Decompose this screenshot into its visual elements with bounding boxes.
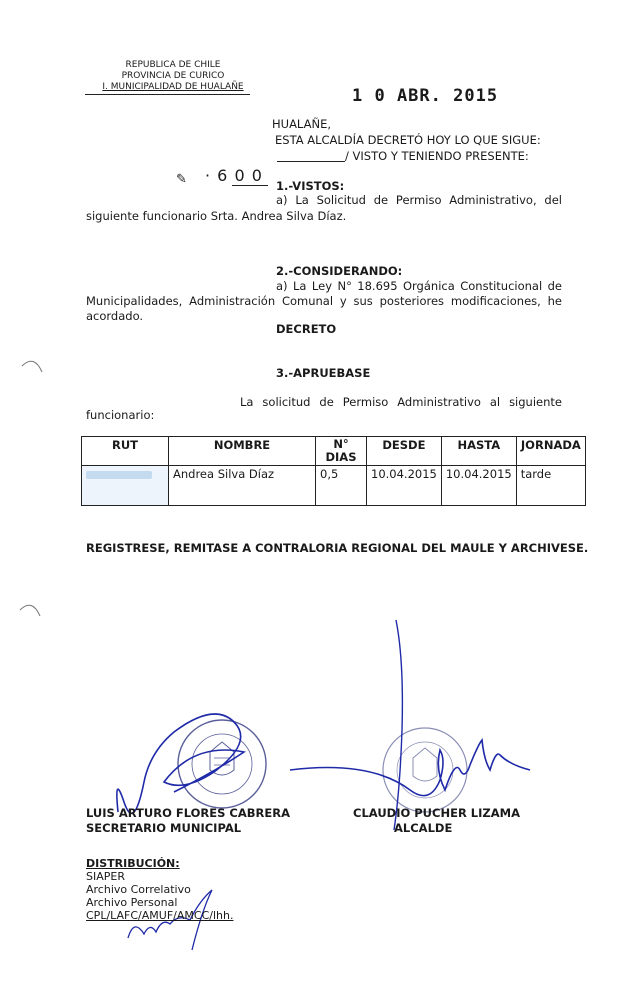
vistos-text-a: a) La Solicitud de Permiso Administrativo, del — [276, 193, 562, 207]
decree-line: ESTA ALCALDÍA DECRETÓ HOY LO QUE SIGUE: — [275, 133, 541, 147]
col-desde: DESDE — [367, 437, 442, 466]
col-nombre: NOMBRE — [169, 437, 316, 466]
cell-desde: 10.04.2015 — [367, 466, 442, 506]
left-signature-icon — [117, 714, 244, 813]
table-row — [82, 466, 586, 506]
decree-number-underline — [232, 185, 268, 186]
right-signature-icon — [290, 740, 530, 796]
cell-rut — [82, 466, 169, 506]
punch-hole-top-icon — [22, 361, 42, 372]
distribution-item: Archivo Personal — [86, 896, 178, 909]
place-line: HUALAÑE, — [272, 117, 331, 131]
distribution-item: SIAPER — [86, 870, 125, 883]
left-signer-name: LUIS ARTURO FLORES CABRERA — [86, 806, 290, 820]
col-hasta: HASTA — [441, 437, 516, 466]
col-jornada: JORNADA — [516, 437, 585, 466]
considerando-text-a: a) La Ley N° 18.695 Orgánica Constitucional de — [276, 279, 562, 293]
distribution-item: CPL/LAFC/AMUF/AMCC/lhh. — [86, 909, 234, 922]
vistos-heading: 1.-VISTOS: — [276, 179, 345, 193]
decree-mark-icon: ✎ — [176, 172, 187, 187]
decreto-heading: DECRETO — [276, 322, 337, 336]
apruebase-heading: 3.-APRUEBASE — [276, 366, 371, 380]
right-seal-icon — [383, 728, 467, 812]
date-stamp: 1 0 ABR. 2015 — [352, 86, 499, 106]
left-seal-icon — [178, 720, 266, 808]
header-underline — [85, 94, 250, 95]
distribution-block — [86, 857, 233, 922]
distribution-item: Archivo Correlativo — [86, 883, 191, 896]
table-header-row — [82, 437, 586, 466]
col-dias-label: N° DIAS — [325, 437, 357, 464]
decree-number: · 6 0 0 — [205, 166, 263, 185]
permit-table — [81, 436, 586, 506]
redacted-rut — [86, 471, 152, 479]
left-signer-title: SECRETARIO MUNICIPAL — [86, 821, 242, 835]
header-block — [88, 60, 258, 93]
closing-statement: REGISTRESE, REMITASE A CONTRALORIA REGIONAL DEL MAULE Y ARCHIVESE. — [86, 541, 589, 555]
cell-jornada: tarde — [516, 466, 585, 506]
col-dias — [316, 437, 367, 466]
considerando-heading: 2.-CONSIDERANDO: — [276, 264, 403, 278]
vistos-text-b: siguiente funcionario Srta. Andrea Silva Díaz. — [86, 209, 347, 223]
right-signer-title: ALCALDE — [394, 821, 453, 835]
header-line-provincia: PROVINCIA DE CURICO — [121, 71, 225, 81]
right-signer-name: CLAUDIO PUCHER LIZAMA — [353, 806, 520, 820]
header-line-municipalidad: I. MUNICIPALIDAD DE HUALAÑE — [102, 82, 244, 92]
col-rut: RUT — [82, 437, 169, 466]
apruebase-text-b: funcionario: — [86, 408, 155, 422]
considerando-text-b: Municipalidades, Administración Comunal y sus posteriores modificaciones, he — [86, 294, 562, 308]
visto-blank-line — [277, 161, 345, 162]
visto-line: / VISTO Y TENIENDO PRESENTE: — [345, 149, 529, 163]
cell-hasta: 10.04.2015 — [441, 466, 516, 506]
cell-nombre: Andrea Silva Díaz — [169, 466, 316, 506]
distribution-heading: DISTRIBUCIÓN: — [86, 857, 180, 870]
punch-hole-bottom-icon — [20, 605, 40, 616]
header-line-republica: REPUBLICA DE CHILE — [125, 60, 221, 70]
considerando-text-c: acordado. — [86, 309, 144, 323]
cell-dias: 0,5 — [316, 466, 367, 506]
apruebase-text-a: La solicitud de Permiso Administrativo al siguiente — [240, 395, 562, 409]
